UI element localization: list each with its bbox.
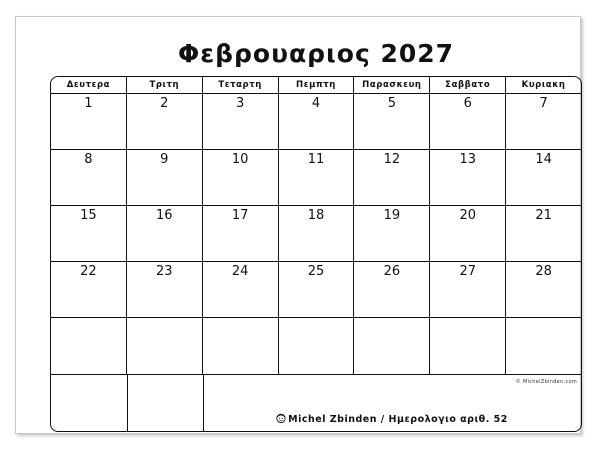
weekday-wednesday: Τεταρτη xyxy=(202,77,278,93)
day-cell xyxy=(202,317,278,374)
day-cell: 28 xyxy=(505,261,581,317)
day-cell: 25 xyxy=(278,261,354,317)
day-cell: 2 xyxy=(126,93,202,149)
day-cell: 17 xyxy=(202,205,278,261)
weekday-tuesday: Τριτη xyxy=(126,77,202,93)
day-cell: 27 xyxy=(429,261,505,317)
day-cell: 7 xyxy=(505,93,581,149)
weekday-saturday: Σαββατο xyxy=(429,77,505,93)
week-row xyxy=(51,93,581,150)
weekday-thursday: Πεμπτη xyxy=(278,77,354,93)
weekday-monday: Δευτερα xyxy=(66,80,111,90)
week-row xyxy=(51,149,581,206)
day-cell xyxy=(353,317,429,374)
day-cell: 15 xyxy=(80,208,97,223)
day-cell xyxy=(127,374,203,432)
day-cell: 16 xyxy=(126,205,202,261)
day-cell: 4 xyxy=(278,93,354,149)
day-cell: 19 xyxy=(353,205,429,261)
weekday-friday: Παρασκευη xyxy=(353,77,429,93)
weekday-sunday: Κυριακη xyxy=(505,77,581,93)
day-cell xyxy=(51,374,127,432)
day-cell: 24 xyxy=(202,261,278,317)
week-row xyxy=(51,205,581,262)
weekday-header xyxy=(51,77,581,94)
day-cell: 26 xyxy=(353,261,429,317)
day-cell: 18 xyxy=(278,205,354,261)
day-cell xyxy=(429,317,505,374)
calendar-grid xyxy=(50,76,582,432)
credit-text: Michel Zbinden / Ημερολογιο αριθ. 52 xyxy=(288,414,508,425)
page-title: Φεβρουαριος 2027 xyxy=(177,39,455,68)
day-cell: 20 xyxy=(429,205,505,261)
day-cell: 8 xyxy=(84,152,93,167)
day-cell: 23 xyxy=(126,261,202,317)
day-cell: 22 xyxy=(80,264,97,279)
day-cell: 14 xyxy=(505,149,581,205)
credit-line xyxy=(203,413,581,425)
day-cell xyxy=(51,317,126,374)
day-cell xyxy=(278,317,354,374)
day-cell: 13 xyxy=(429,149,505,205)
footer xyxy=(203,376,581,431)
day-cell: 12 xyxy=(353,149,429,205)
day-cell: 10 xyxy=(202,149,278,205)
day-cell: 6 xyxy=(429,93,505,149)
week-row xyxy=(51,317,581,375)
calendar-page xyxy=(15,16,581,434)
day-cell xyxy=(505,317,581,374)
day-cell: 9 xyxy=(126,149,202,205)
day-cell: 5 xyxy=(353,93,429,149)
day-cell: 1 xyxy=(84,96,93,111)
day-cell xyxy=(126,317,202,374)
day-cell: 21 xyxy=(505,205,581,261)
copyright-text: © MichelZbinden.com xyxy=(515,379,577,385)
day-cell: 3 xyxy=(202,93,278,149)
week-row xyxy=(51,261,581,318)
day-cell: 11 xyxy=(278,149,354,205)
face-icon xyxy=(276,413,286,423)
